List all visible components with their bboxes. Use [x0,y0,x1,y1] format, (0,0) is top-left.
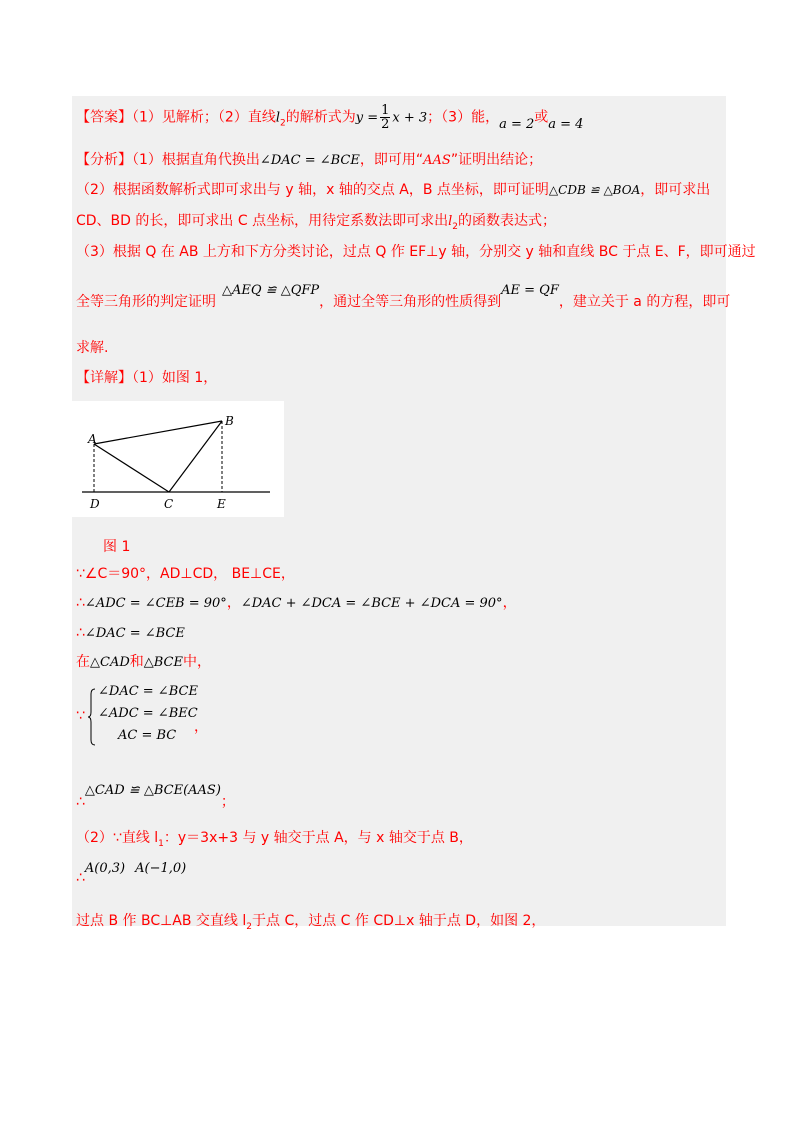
equation-system [76,686,216,750]
l2-symbol-2: l [448,214,453,229]
aas-label: AAS [423,153,451,168]
part-2-text-3: 过点 B 作 BC⊥AB 交直线 l [76,913,247,929]
analysis-text-2: ，即可用“ [359,152,424,168]
formula-y: y = [355,110,379,126]
analysis-text-1: （1）根据直角代换出 [132,152,260,168]
figure-1-diagram [72,401,284,517]
l2-subscript-2: 2 [452,221,458,232]
therefore-3: ∴ [76,794,85,810]
answer-line [76,104,583,133]
analysis-line-4 [76,242,756,262]
fraction-one-half [380,104,390,131]
detail-line-7 [76,828,473,854]
triangle-bce: △BCE [143,655,183,670]
semicolon: ； [220,794,235,810]
figure-1-caption: 图 1 [103,539,131,555]
angle-right-equation: ∠ADC = ∠CEB = 90° [84,596,227,611]
system-comma: ， [194,719,208,735]
part-2-text-1: （2）∵直线 l [76,830,159,846]
detail-line-2 [76,564,295,584]
system-row-3: AC = BC [118,728,177,743]
segment-ac [94,444,169,492]
analysis-line-2 [76,180,710,200]
label-c: C [164,497,174,511]
detail-line-3 [76,593,517,614]
therefore-2: ∴ [76,625,85,641]
answer-a2: a = 2 [499,116,535,132]
analysis-text-4: （2）根据函数解析式即可求出与 y 轴，x 轴的交点 A，B 点坐标，即可证明 [76,182,549,198]
analysis-line-6 [76,338,108,358]
segment-bc [169,421,222,492]
comma-2: ， [502,595,517,611]
detail-text-1: （1）如图 1， [132,370,218,386]
part-2-text-4: 于点 C，过点 C 作 CD⊥x 轴于点 D，如图 2， [252,913,546,929]
label-b: B [225,414,234,428]
point-a-neg: A(−1,0) [135,861,187,876]
triangle-cad: △CAD [90,655,130,670]
and-text: 和 [129,654,144,670]
because-symbol: ∵ [76,708,85,724]
part-2-text-2: ：y＝3x+3 与 y 轴交于点 A，与 x 轴交于点 B， [163,830,473,846]
detail-tag: 【详解】 [76,370,132,386]
l2-subscript-3: 2 [246,921,252,932]
system-row-1: ∠DAC = ∠BCE [98,684,198,699]
in-text: 在 [76,654,90,670]
answer-a4: a = 4 [548,116,584,132]
angle-equation: ∠DAC = ∠BCE [259,153,360,168]
analysis-line-5 [76,283,731,313]
detail-line-1 [76,368,217,388]
answer-text-3: ；（3）能， [427,109,500,126]
detail-line-9 [76,911,545,937]
analysis-tag: 【分析】 [76,152,132,168]
therefore-4: ∴ [76,870,85,886]
answer-text-2: 的解析式为 [285,109,356,126]
detail-line-8 [76,858,187,886]
analysis-text-3: ”证明出结论； [450,152,543,168]
answer-or: 或 [534,109,549,126]
fraction-denominator: 2 [381,117,390,132]
label-e: E [217,497,226,511]
l1-subscript: 1 [158,838,164,849]
analysis-text-8: （3）根据 Q 在 AB 上方和下方分类讨论，过点 Q 作 EF⊥y 轴，分别交 y 轴和直线 BC 于点 E、F，即可通过 [76,244,756,260]
detail-line-4 [76,623,185,644]
analysis-line-3 [76,211,556,237]
angle-dac-bce: ∠DAC = ∠BCE [84,626,185,641]
label-a: A [88,432,97,446]
congruence-cdb-boa: △CDB ≌ △BOA [548,183,641,197]
answer-tag: 【答案】 [76,109,132,126]
therefore-1: ∴ [76,595,85,611]
among-text: 中， [183,654,211,670]
l2-subscript: 2 [280,118,286,129]
fraction-numerator: 1 [381,103,390,118]
detail-line-5 [76,652,211,673]
analysis-text-12: 求解. [76,340,109,356]
analysis-text-6: CD、BD 的长，即可求出 C 点坐标，用待定系数法即可求出 [76,213,449,229]
equation-ae-qf: AE = QF [501,283,559,298]
point-a: A(0,3) [84,861,126,876]
analysis-line-1 [76,150,542,171]
congruence-aeq-qfp: △AEQ ≌ △QFP [222,283,320,298]
comma-1: ， [226,595,241,611]
formula-x: x + 3 [392,110,428,126]
analysis-text-5: ，即可求出 [640,182,711,198]
detail-line-6 [76,780,235,810]
detail-text-2: ∵∠C＝90°，AD⊥CD， BE⊥CE， [76,566,295,582]
brace-icon [88,688,96,746]
segment-ab [94,421,222,444]
analysis-text-7: 的函数表达式； [457,213,556,229]
system-row-2: ∠ADC = ∠BEC [98,706,198,721]
analysis-text-10: ，通过全等三角形的性质得到 [319,294,502,310]
angle-sum-equation: ∠DAC + ∠DCA = ∠BCE + ∠DCA = 90° [240,596,503,611]
label-d: D [90,497,100,511]
figure-1 [72,401,284,517]
l2-symbol: l [275,110,280,126]
analysis-text-11: ，建立关于 a 的方程，即可 [558,294,731,310]
analysis-text-9: 全等三角形的判定证明 [76,294,216,310]
congruence-cad-bce: △CAD ≌ △BCE(AAS) [84,783,221,798]
answer-text-1: （1）见解析；（2）直线 [132,109,276,126]
